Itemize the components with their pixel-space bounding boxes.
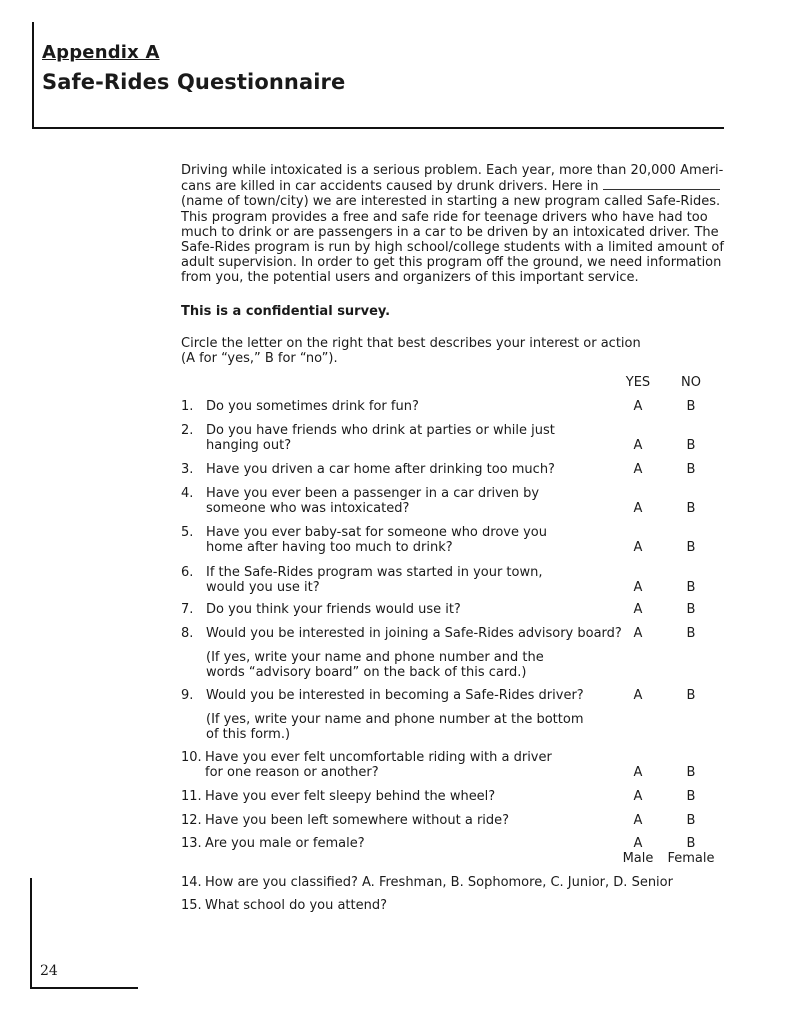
- intro-line: much to drink or are passengers in a car to be driven by an intoxicated driver. The: [181, 224, 719, 240]
- answer-option-a[interactable]: A: [633, 580, 643, 596]
- question-number: 6.: [181, 565, 194, 580]
- question-text: [206, 486, 539, 516]
- question-line: How are you classified? A. Freshman, B. Sophomore, C. Junior, D. Senior: [205, 875, 673, 890]
- intro-line: Driving while intoxicated is a serious problem. Each year, more than 20,000 Ameri-: [181, 163, 724, 178]
- question-text: [206, 423, 555, 453]
- question-text: [206, 626, 622, 641]
- intro-line: adult supervision. In order to get this program off the ground, we need information: [181, 255, 722, 271]
- question-number: 4.: [181, 486, 194, 501]
- question-number: 8.: [181, 626, 194, 641]
- question-line: someone who was intoxicated?: [206, 501, 410, 517]
- page-number: 24: [40, 963, 58, 979]
- question-number: 7.: [181, 602, 194, 617]
- question-number: 5.: [181, 525, 194, 540]
- question-text: [206, 399, 419, 414]
- answer-option-b[interactable]: B: [686, 813, 696, 828]
- question-number: 11.: [181, 789, 202, 804]
- question-note: [206, 712, 583, 742]
- page-title: Safe-Rides Questionnaire: [42, 70, 346, 94]
- answer-option-b[interactable]: B: [686, 501, 696, 517]
- question-number: 10.: [181, 750, 202, 765]
- question-text: [205, 875, 673, 890]
- intro-line: (name of town/city) we are interested in starting a new program called Safe-Rides.: [181, 194, 721, 210]
- confidential-heading: This is a confidential survey.: [181, 304, 391, 319]
- question-text: [206, 602, 461, 617]
- footer-rule-horizontal: [30, 987, 138, 989]
- question-number: 12.: [181, 813, 202, 828]
- question-line: If the Safe-Rides program was started in your town,: [206, 565, 543, 580]
- answer-option-b[interactable]: B: [686, 438, 696, 454]
- question-text: [206, 688, 584, 703]
- instructions-line: Circle the letter on the right that best describes your interest or action: [181, 336, 641, 351]
- question-line: Have you ever felt sleepy behind the wheel?: [205, 789, 496, 804]
- answer-option-a[interactable]: A: [633, 626, 643, 641]
- answer-option-a[interactable]: A: [633, 438, 643, 454]
- intro-line: cans are killed in car accidents caused by drunk drivers. Here in: [181, 179, 599, 195]
- question-line: Do you have friends who drink at parties or while just: [206, 423, 555, 438]
- answer-option-b[interactable]: B: [686, 688, 696, 703]
- answer-option-b[interactable]: B: [686, 540, 696, 556]
- answer-option-a[interactable]: A: [633, 399, 643, 414]
- answer-option-a[interactable]: A: [633, 462, 643, 477]
- question-number: 15.: [181, 898, 202, 913]
- instructions-line: (A for “yes,” B for “no”).: [181, 351, 338, 367]
- intro-line: from you, the potential users and organizers of this important service.: [181, 270, 639, 286]
- answer-option-b[interactable]: B: [686, 462, 696, 477]
- intro-paragraph: [181, 163, 724, 286]
- answer-option-b[interactable]: B: [686, 836, 696, 851]
- question-number: 2.: [181, 423, 194, 438]
- yes-column-header: YES: [625, 375, 651, 390]
- question-line: Have you driven a car home after drinking too much?: [206, 462, 555, 477]
- instructions: [181, 336, 641, 366]
- question-line: would you use it?: [206, 580, 320, 596]
- header-rule-vertical: [32, 22, 34, 128]
- question-line: of this form.): [206, 727, 291, 743]
- appendix-label: Appendix A: [42, 42, 160, 63]
- question-line: (If yes, write your name and phone number at the bottom: [206, 712, 584, 727]
- question-number: 14.: [181, 875, 202, 890]
- answer-a-sublabel: Male: [622, 851, 654, 867]
- question-number: 3.: [181, 462, 194, 477]
- question-text: [205, 750, 552, 780]
- answer-option-a[interactable]: A: [633, 602, 643, 617]
- question-line: Do you think your friends would use it?: [206, 602, 461, 617]
- question-line: hanging out?: [206, 438, 292, 454]
- no-column-header: NO: [681, 375, 701, 390]
- question-line: What school do you attend?: [205, 898, 388, 913]
- question-number: 1.: [181, 399, 194, 414]
- answer-b-sublabel: Female: [667, 851, 715, 867]
- question-line: Are you male or female?: [205, 836, 365, 851]
- intro-line: This program provides a free and safe ride for teenage drivers who have had too: [181, 209, 708, 225]
- header-rule-horizontal: [32, 127, 724, 129]
- question-number: 9.: [181, 688, 194, 703]
- intro-line: Safe-Rides program is run by high school/college students with a limited amount of: [181, 240, 724, 256]
- answer-option-a[interactable]: A: [633, 789, 643, 804]
- question-line: Do you sometimes drink for fun?: [206, 399, 419, 414]
- answer-option-b[interactable]: B: [686, 626, 696, 641]
- question-line: (If yes, write your name and phone number and the: [206, 650, 544, 665]
- answer-option-a[interactable]: A: [633, 501, 643, 517]
- question-line: home after having too much to drink?: [206, 540, 453, 556]
- question-text: [205, 789, 495, 804]
- question-note: [206, 650, 544, 680]
- question-text: [206, 565, 542, 595]
- answer-option-b[interactable]: B: [686, 399, 696, 414]
- question-number: 13.: [181, 836, 202, 851]
- question-line: words “advisory board” on the back of this card.): [206, 665, 527, 681]
- answer-option-b[interactable]: B: [686, 789, 696, 804]
- answer-option-a[interactable]: A: [633, 540, 643, 556]
- question-text: [205, 813, 509, 828]
- answer-option-a[interactable]: A: [633, 688, 643, 703]
- answer-option-a[interactable]: A: [633, 813, 643, 828]
- question-text: [205, 898, 387, 913]
- question-line: Would you be interested in joining a Safe-Rides advisory board?: [206, 626, 622, 641]
- question-line: Have you ever felt uncomfortable riding with a driver: [205, 750, 552, 765]
- question-line: Have you ever baby-sat for someone who drove you: [206, 525, 547, 540]
- question-line: for one reason or another?: [205, 765, 379, 781]
- answer-option-b[interactable]: B: [686, 602, 696, 617]
- answer-option-b[interactable]: B: [686, 580, 696, 596]
- question-line: Have you been left somewhere without a ride?: [205, 813, 510, 828]
- answer-option-a[interactable]: A: [633, 836, 643, 851]
- answer-option-a[interactable]: A: [633, 765, 643, 781]
- intro-line-with-blank: [181, 178, 716, 194]
- question-text: [205, 836, 365, 851]
- question-line: Would you be interested in becoming a Safe-Rides driver?: [206, 688, 584, 703]
- question-line: Have you ever been a passenger in a car driven by: [206, 486, 540, 501]
- question-text: [206, 525, 547, 555]
- footer-rule-vertical: [30, 878, 32, 988]
- answer-option-b[interactable]: B: [686, 765, 696, 781]
- town-name-blank: [603, 178, 720, 190]
- question-text: [206, 462, 555, 477]
